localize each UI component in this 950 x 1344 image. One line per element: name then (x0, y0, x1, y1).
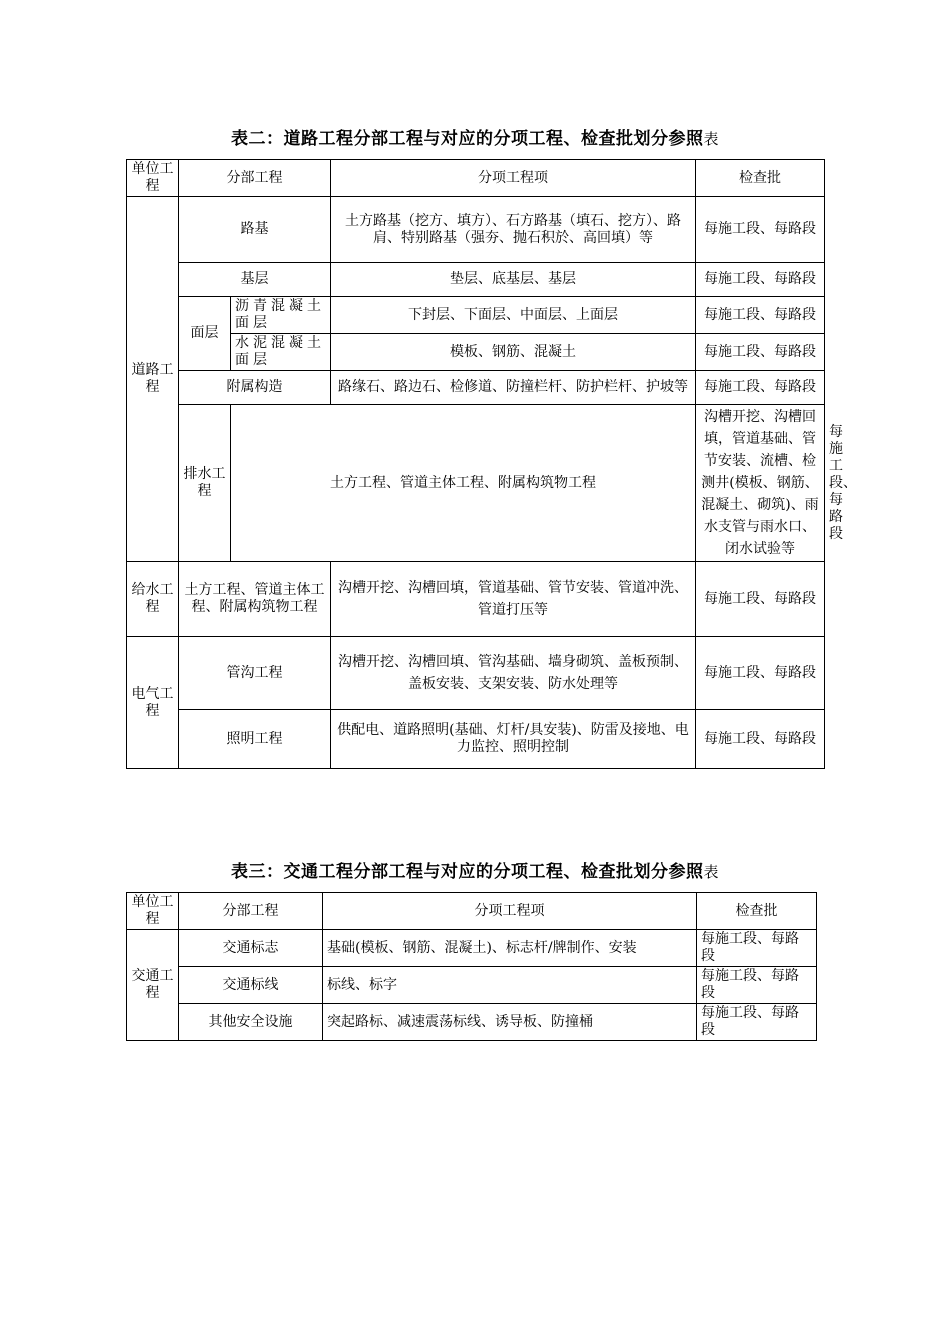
cell-surface-label: 面层 (179, 297, 231, 371)
cell-items: 沟槽开挖、沟槽回填、管沟基础、墙身砌筑、盖板预制、盖板安装、支架安装、防水处理等 (331, 637, 696, 710)
cell-sub: 交通标线 (179, 967, 323, 1004)
table-row (127, 197, 825, 263)
header-items: 分项工程项 (323, 893, 697, 930)
table-row (127, 637, 825, 710)
header-batch: 检查批 (697, 893, 817, 930)
cell-batch: 每施工段、每路段 (696, 637, 825, 710)
cell-sub: 交通标志 (179, 930, 323, 967)
cell-items: 基础(模板、钢筋、混凝土)、标志杆/牌制作、安装 (323, 930, 697, 967)
cell-batch: 每施工段、每路段 (696, 334, 825, 371)
table-row (127, 562, 825, 637)
group-traffic: 交通工程 (127, 930, 179, 1041)
cell-items: 沟槽开挖、沟槽回填，管道基础、管节安装、管道冲洗、管道打压等 (331, 562, 696, 637)
table-row (127, 334, 825, 371)
table-row (127, 1004, 817, 1041)
cell-batch: 每施工段、每路段 (697, 967, 817, 1004)
group-water: 给水工程 (127, 562, 179, 637)
table-row (127, 263, 825, 297)
cell-batch: 每施工段、每路段 (696, 710, 825, 769)
cell-items: 垫层、底基层、基层 (331, 263, 696, 297)
cell-items: 模板、钢筋、混凝土 (331, 334, 696, 371)
header-division: 分部工程 (179, 160, 331, 197)
table2-title-suffix: 表 (703, 130, 719, 148)
group-road: 道路工程 (127, 197, 179, 562)
cell-sub: 基层 (179, 263, 331, 297)
cell-batch: 每施工段、每路段 (696, 297, 825, 334)
cell-batch: 每施工段、每路段 (696, 371, 825, 405)
cell-batch: 每施工段、每路段 (696, 562, 825, 637)
header-unit: 单位工程 (127, 893, 179, 930)
cell-batch: 每施工段、每路段 (696, 197, 825, 263)
group-elec: 电气工程 (127, 637, 179, 769)
table-row (127, 371, 825, 405)
table2-header-row (127, 160, 825, 197)
group-drain: 排水工程 (179, 405, 231, 562)
table3-title-text: 表三：交通工程分部工程与对应的分项工程、检查批划分参照 (230, 862, 704, 882)
header-batch: 检查批 (696, 160, 825, 197)
cell-sub: 水泥混凝土面层 (231, 334, 331, 371)
cell-sub: 照明工程 (179, 710, 331, 769)
cell-batch: 每施工段、每路段 (697, 930, 817, 967)
cell-sub: 附属构造 (179, 371, 331, 405)
cell-sub: 管沟工程 (179, 637, 331, 710)
header-division: 分部工程 (179, 893, 323, 930)
table3-title-suffix: 表 (703, 863, 719, 881)
cell-sub: 土方工程、管道主体工程、附属构筑物工程 (179, 562, 331, 637)
table-row: 排水工程 土方工程、管道主体工程、附属构筑物工程 沟槽开挖、沟槽回填，管道基础、管节安装、流槽、检测井(模板、钢筋、混凝土、砌筑)、雨水支管与雨水口、闭水试验等 每施工段、每路段 (127, 405, 825, 562)
cell-items: 供配电、道路照明(基础、灯杆/具安装)、防雷及接地、电力监控、照明控制 (331, 710, 696, 769)
cell-items: 突起路标、减速震荡标线、诱导板、防撞桶 (323, 1004, 697, 1041)
cell-sub: 沥青混凝土面层 (231, 297, 331, 334)
cell-batch: 每施工段、每路段 (697, 1004, 817, 1041)
table-row (127, 297, 825, 334)
table-row (127, 967, 817, 1004)
cell-items: 下封层、下面层、中面层、上面层 (331, 297, 696, 334)
cell-items: 路缘石、路边石、检修道、防撞栏杆、防护栏杆、护坡等 (331, 371, 696, 405)
table-row (127, 710, 825, 769)
table3-title (0, 857, 950, 882)
cell-items: 标线、标字 (323, 967, 697, 1004)
cell-sub: 土方工程、管道主体工程、附属构筑物工程 (231, 405, 696, 562)
cell-sub: 路基 (179, 197, 331, 263)
table2-title-text: 表二：道路工程分部工程与对应的分项工程、检查批划分参照 (230, 129, 704, 149)
cell-items: 沟槽开挖、沟槽回填，管道基础、管节安装、流槽、检测井(模板、钢筋、混凝土、砌筑)、雨水支管与雨水口、闭水试验等 (696, 405, 825, 562)
table3-header-row (127, 893, 817, 930)
cell-items: 土方路基（挖方、填方）、石方路基（填石、挖方）、路肩、特别路基（强夯、抛石积於、高回填）等 (331, 197, 696, 263)
table2 (126, 159, 857, 769)
cell-batch: 每施工段、每路段 (696, 263, 825, 297)
cell-sub: 其他安全设施 (179, 1004, 323, 1041)
header-unit: 单位工程 (127, 160, 179, 197)
header-items: 分项工程项 (331, 160, 696, 197)
table2-title (0, 124, 950, 149)
table3 (126, 892, 817, 1041)
table-row (127, 930, 817, 967)
